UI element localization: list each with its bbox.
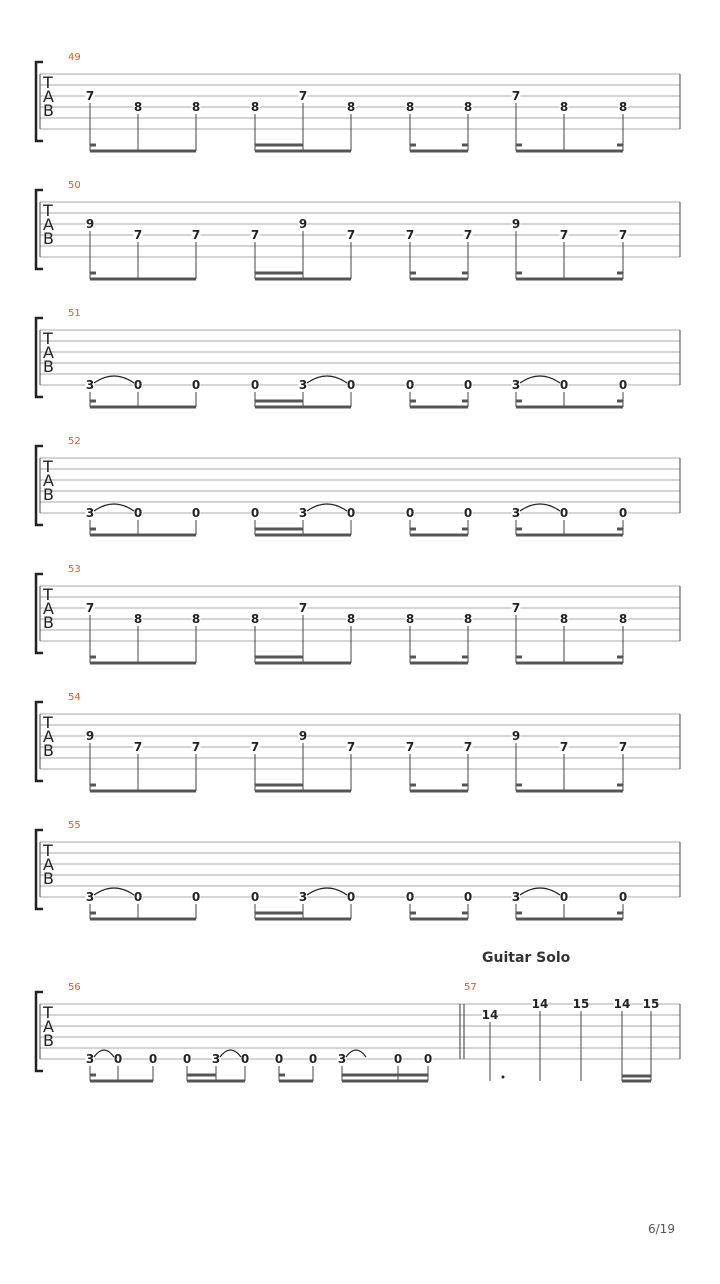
fret-number: 7 (463, 740, 473, 754)
fret-number: 7 (559, 740, 569, 754)
fret-number: 0 (559, 506, 569, 520)
fret-number: 0 (148, 1052, 158, 1066)
note-beam (410, 662, 468, 665)
fret-number: 8 (133, 612, 143, 626)
fret-number: 0 (250, 890, 260, 904)
fret-number: 3 (85, 890, 95, 904)
note-beam (255, 406, 351, 409)
fret-number: 0 (393, 1052, 403, 1066)
note-beam (617, 656, 623, 659)
measure-number: 49 (68, 52, 81, 63)
tab-clef-letter: A (43, 855, 54, 874)
tab-clef-letter: A (43, 87, 54, 106)
fret-number: 3 (298, 506, 308, 520)
fret-number: 9 (511, 217, 521, 231)
note-beam (516, 912, 522, 915)
tie-arc (94, 888, 134, 895)
note-beam (90, 918, 196, 921)
note-beam (255, 272, 303, 275)
note-beam (279, 1080, 313, 1083)
tab-clef-letter: B (43, 101, 54, 120)
note-beam (410, 656, 416, 659)
fret-number: 3 (337, 1052, 347, 1066)
note-beam (410, 150, 468, 153)
fret-number: 7 (298, 601, 308, 615)
tab-clef-letter: B (43, 485, 54, 504)
note-beam (90, 656, 96, 659)
fret-number: 0 (191, 890, 201, 904)
fret-number: 0 (346, 890, 356, 904)
note-beam (255, 912, 261, 915)
note-beam (617, 784, 623, 787)
fret-number: 8 (133, 100, 143, 114)
tie-arc (220, 1050, 241, 1057)
tab-clef-letter: B (43, 229, 54, 248)
tab-clef-letter: T (43, 73, 53, 92)
fret-number: 7 (511, 601, 521, 615)
fret-number: 8 (463, 612, 473, 626)
note-beam (255, 144, 261, 147)
note-beam (516, 528, 522, 531)
note-beam (279, 1074, 285, 1077)
fret-number: 0 (405, 506, 415, 520)
tab-clef-letter: A (43, 599, 54, 618)
note-beam (462, 912, 468, 915)
fret-number: 7 (405, 228, 415, 242)
fret-number: 0 (463, 890, 473, 904)
fret-number: 9 (511, 729, 521, 743)
measure-number: 52 (68, 436, 81, 447)
fret-number: 7 (250, 740, 260, 754)
note-beam (255, 656, 303, 659)
fret-number: 7 (85, 601, 95, 615)
note-beam (516, 144, 522, 147)
fret-number: 9 (298, 217, 308, 231)
tie-arc (520, 376, 560, 383)
note-beam (617, 144, 623, 147)
fret-number: 0 (346, 506, 356, 520)
note-beam (255, 784, 303, 787)
fret-number: 8 (618, 100, 628, 114)
note-beam (462, 400, 468, 403)
note-beam (90, 1074, 96, 1077)
note-beam (255, 150, 351, 153)
fret-number: 8 (191, 612, 201, 626)
note-beam (255, 918, 351, 921)
tab-clef-letter: A (43, 343, 54, 362)
fret-number: 7 (346, 740, 356, 754)
note-beam (462, 272, 468, 275)
tie-arc (94, 1050, 114, 1057)
fret-number: 0 (618, 378, 628, 392)
fret-number: 7 (346, 228, 356, 242)
measure-number: 56 (68, 982, 81, 993)
tab-clef-letter: T (43, 201, 53, 220)
fret-number: 3 (298, 378, 308, 392)
fret-number: 0 (559, 890, 569, 904)
note-beam (255, 278, 351, 281)
note-beam (617, 272, 623, 275)
fret-number: 7 (618, 228, 628, 242)
note-beam (255, 400, 261, 403)
note-beam (516, 534, 623, 537)
fret-number: 3 (298, 890, 308, 904)
note-beam (90, 790, 196, 793)
fret-number: 3 (511, 890, 521, 904)
note-beam (410, 406, 468, 409)
note-beam (410, 278, 468, 281)
note-beam (462, 656, 468, 659)
fret-number: 3 (85, 506, 95, 520)
note-beam (617, 528, 623, 531)
tie-arc (520, 504, 560, 511)
note-beam (255, 784, 261, 787)
fret-number: 0 (405, 378, 415, 392)
note-beam (90, 534, 196, 537)
fret-number: 8 (405, 612, 415, 626)
note-beam (516, 656, 522, 659)
note-beam (255, 656, 261, 659)
note-beam (410, 534, 468, 537)
measure-number: 54 (68, 692, 81, 703)
guitar-solo-label: Guitar Solo (482, 950, 571, 966)
fret-number: 9 (85, 729, 95, 743)
fret-number: 0 (133, 890, 143, 904)
fret-number: 7 (85, 89, 95, 103)
fret-number: 15 (642, 997, 660, 1011)
note-beam (462, 528, 468, 531)
tab-clef-letter: B (43, 613, 54, 632)
note-beam (342, 1074, 428, 1077)
fret-number: 7 (191, 228, 201, 242)
tab-clef-letter: T (43, 585, 53, 604)
dot (502, 1076, 505, 1079)
note-beam (342, 1080, 428, 1083)
tab-clef-letter: A (43, 727, 54, 746)
fret-number: 8 (250, 100, 260, 114)
note-beam (90, 662, 196, 665)
fret-number: 0 (405, 890, 415, 904)
fret-number: 7 (133, 228, 143, 242)
fret-number: 0 (240, 1052, 250, 1066)
measure-number: 53 (68, 564, 81, 575)
fret-number: 14 (531, 997, 549, 1011)
tab-clef-letter: B (43, 1031, 54, 1050)
fret-number: 8 (250, 612, 260, 626)
fret-number: 0 (308, 1052, 318, 1066)
note-beam (90, 406, 196, 409)
tie-arc (307, 888, 347, 895)
note-beam (187, 1080, 245, 1083)
note-beam (90, 144, 96, 147)
fret-number: 8 (463, 100, 473, 114)
fret-number: 8 (346, 612, 356, 626)
note-beam (255, 534, 351, 537)
fret-number: 7 (191, 740, 201, 754)
note-beam (617, 400, 623, 403)
fret-number: 0 (274, 1052, 284, 1066)
note-beam (516, 406, 623, 409)
tab-clef-letter: T (43, 329, 53, 348)
fret-number: 3 (211, 1052, 221, 1066)
fret-number: 8 (346, 100, 356, 114)
note-beam (410, 272, 416, 275)
tie-arc (94, 376, 134, 383)
tie-arc (307, 504, 347, 511)
measure-number: 50 (68, 180, 81, 191)
note-beam (516, 272, 522, 275)
note-beam (90, 784, 96, 787)
fret-number: 7 (463, 228, 473, 242)
fret-number: 3 (511, 506, 521, 520)
note-beam (90, 912, 96, 915)
tab-clef-letter: B (43, 741, 54, 760)
fret-number: 0 (618, 890, 628, 904)
fret-number: 14 (613, 997, 631, 1011)
note-beam (516, 400, 522, 403)
measure-number: 51 (68, 308, 81, 319)
note-beam (622, 1080, 651, 1083)
note-beam (410, 918, 468, 921)
note-beam (255, 272, 261, 275)
measure-number: 55 (68, 820, 81, 831)
tie-arc (520, 888, 560, 895)
note-beam (462, 784, 468, 787)
note-beam (410, 144, 416, 147)
note-beam (516, 784, 522, 787)
fret-number: 8 (618, 612, 628, 626)
tab-clef-letter: A (43, 1017, 54, 1036)
fret-number: 15 (572, 997, 590, 1011)
fret-number: 0 (191, 378, 201, 392)
note-beam (255, 912, 303, 915)
fret-number: 0 (182, 1052, 192, 1066)
note-beam (187, 1074, 216, 1077)
fret-number: 0 (346, 378, 356, 392)
fret-number: 0 (559, 378, 569, 392)
note-beam (90, 272, 96, 275)
fret-number: 8 (191, 100, 201, 114)
note-beam (90, 150, 196, 153)
note-beam (255, 528, 261, 531)
note-beam (410, 400, 416, 403)
tab-clef-letter: T (43, 841, 53, 860)
tie-arc (94, 504, 134, 511)
note-beam (617, 912, 623, 915)
tie-arc (307, 376, 347, 383)
note-beam (255, 400, 303, 403)
measure-number: 57 (464, 982, 477, 993)
tab-clef-letter: A (43, 215, 54, 234)
fret-number: 7 (405, 740, 415, 754)
fret-number: 3 (85, 1052, 95, 1066)
note-beam (255, 528, 303, 531)
note-beam (410, 528, 416, 531)
page-number: 6/19 (648, 1222, 675, 1236)
tab-clef-letter: T (43, 457, 53, 476)
note-beam (90, 278, 196, 281)
fret-number: 0 (618, 506, 628, 520)
fret-number: 7 (133, 740, 143, 754)
fret-number: 0 (250, 506, 260, 520)
note-beam (622, 1075, 651, 1078)
tab-clef-letter: A (43, 471, 54, 490)
fret-number: 7 (250, 228, 260, 242)
fret-number: 8 (405, 100, 415, 114)
fret-number: 3 (85, 378, 95, 392)
fret-number: 0 (191, 506, 201, 520)
fret-number: 7 (298, 89, 308, 103)
fret-number: 0 (463, 378, 473, 392)
note-beam (516, 150, 623, 153)
fret-number: 9 (85, 217, 95, 231)
fret-number: 7 (559, 228, 569, 242)
fret-number: 0 (133, 378, 143, 392)
tab-clef-letter: B (43, 869, 54, 888)
fret-number: 0 (463, 506, 473, 520)
note-beam (90, 528, 96, 531)
note-beam (516, 662, 623, 665)
fret-number: 8 (559, 612, 569, 626)
note-beam (516, 918, 623, 921)
fret-number: 0 (113, 1052, 123, 1066)
fret-number: 0 (423, 1052, 433, 1066)
fret-number: 8 (559, 100, 569, 114)
note-beam (90, 400, 96, 403)
fret-number: 14 (481, 1008, 499, 1022)
note-beam (410, 912, 416, 915)
fret-number: 7 (618, 740, 628, 754)
tab-clef-letter: T (43, 1003, 53, 1022)
fret-number: 0 (133, 506, 143, 520)
note-beam (90, 1080, 153, 1083)
fret-number: 0 (250, 378, 260, 392)
note-beam (410, 790, 468, 793)
note-beam (410, 784, 416, 787)
fret-number: 3 (511, 378, 521, 392)
tab-clef-letter: B (43, 357, 54, 376)
fret-number: 7 (511, 89, 521, 103)
tie-arc (346, 1050, 366, 1057)
note-beam (516, 790, 623, 793)
note-beam (255, 662, 351, 665)
note-beam (516, 278, 623, 281)
note-beam (255, 790, 351, 793)
note-beam (462, 144, 468, 147)
tab-clef-letter: T (43, 713, 53, 732)
note-beam (255, 144, 303, 147)
fret-number: 9 (298, 729, 308, 743)
